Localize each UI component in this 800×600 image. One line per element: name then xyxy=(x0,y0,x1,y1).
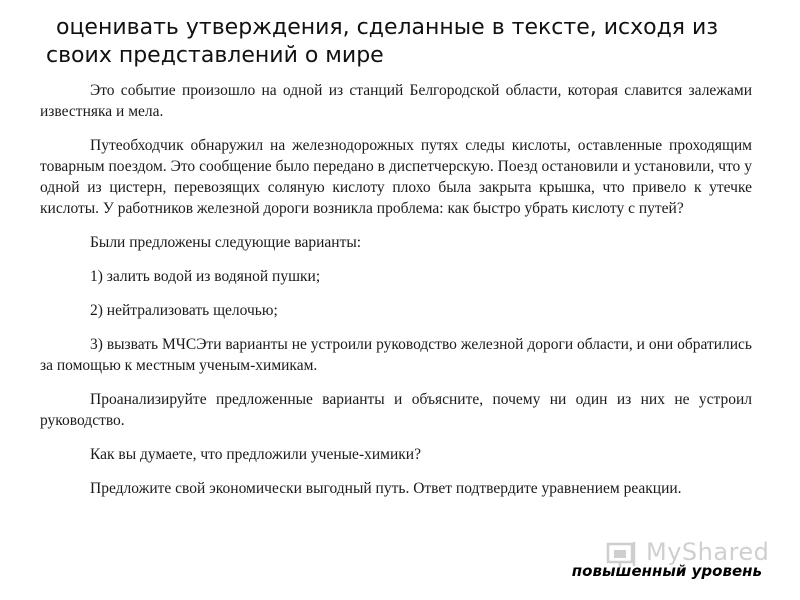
paragraph-question-proposal: Предложите свой экономически выгодный путь. Ответ подтвердите уравнением реакции. xyxy=(90,480,682,497)
difficulty-level-label: повышенный уровень xyxy=(571,562,762,580)
heading-line-1: оценивать утверждения, сделанные в тексте, исходя из xyxy=(56,15,719,40)
paragraph-option-1: 1) залить водой из водяной пушки; xyxy=(90,268,321,285)
paragraph-question-analyze: Проанализируйте предложенные варианты и объясните, почему ни один из них не устроил руководство. xyxy=(40,391,752,429)
paragraph-option-2: 2) нейтрализовать щелочью; xyxy=(90,302,278,319)
paragraph-incident: Путеобходчик обнаружил на железнодорожных путях следы кислоты, оставленные проходящим товарным поездом. Это сообщение было передано в диспетчерскую. Поезд остановили и установили, что у одной из цистерн, перевозящих соляную кислоту плохо была закрыта крышка, что привело к утечке кислоты. У работников железной дороги возникла проблема: как быстро убрать кислоту с путей? xyxy=(40,137,752,217)
paragraph-options-intro: Были предложены следующие варианты: xyxy=(90,234,362,251)
heading-line-2: своих представлений о мире xyxy=(46,43,384,68)
scanned-task-text xyxy=(40,80,752,512)
paragraph-intro: Это событие произошло на одной из станций Белгородской области, которая славится залежами известняка и мела. xyxy=(40,82,752,120)
paragraph-question-chemists: Как вы думаете, что предложили ученые-химики? xyxy=(90,446,421,463)
paragraph-option-3: 3) вызвать МЧСЭти варианты не устроили руководство железной дороги области, и они обратились за помощью к местным ученым-химикам. xyxy=(40,336,752,374)
watermark-text: MyShared xyxy=(646,538,770,566)
slide-heading xyxy=(46,14,786,70)
